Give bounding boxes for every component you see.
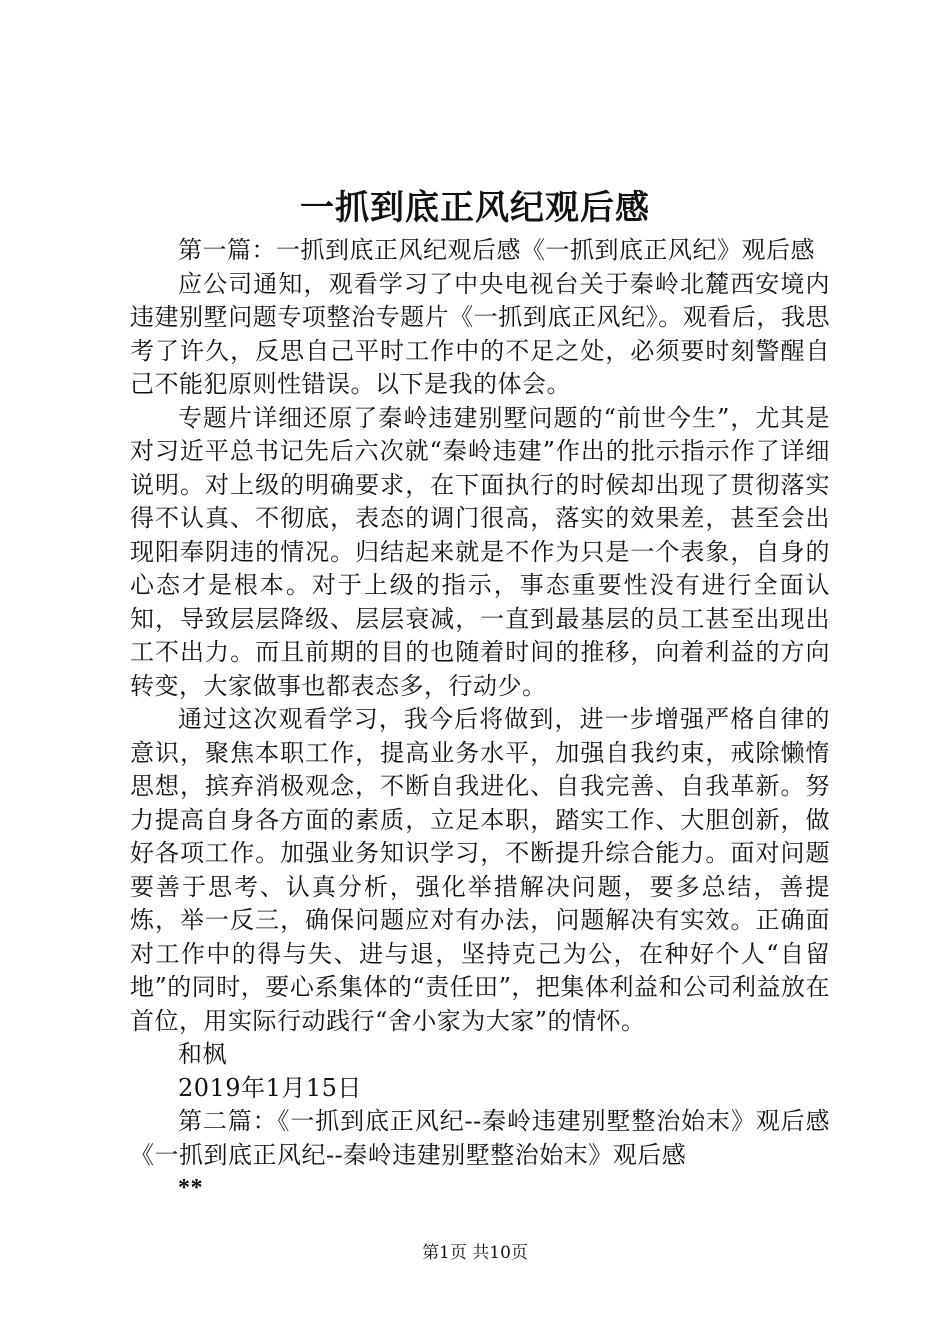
paragraph-analysis: 专题片详细还原了秦岭违建别墅问题的“前世今生”，尤其是对习近平总书记先后六次就“秦岭违建”作出的批示指示作了详细说明。对上级的明确要求，在下面执行的时候却出现了贯彻落实得不认真、不彻底，表态的调门很高，落实的效果差，甚至会出现阳奉阴违的情况。归结起来就是不作为只是一个表象，自身的心态才是根本。对于上级的指示，事态重要性没有进行全面认知，导致层层降级、层层衰减，一直到最基层的员工甚至出现出工不出力。而且前期的目的也随着时间的推移，向着利益的方向转变，大家做事也都表态多，行动少。 <box>130 403 830 700</box>
document-title: 一抓到底正风纪观后感 <box>300 188 650 228</box>
part-two-heading: 第二篇：《一抓到底正风纪--秦岭违建别墅整治始末》观后感《一抓到底正风纪--秦岭违建别墅整治始末》观后感 <box>130 1107 830 1169</box>
author-name: 和枫 <box>178 1040 227 1068</box>
document-body <box>130 234 830 1206</box>
page-number-footer: 第1页 共10页 <box>422 1243 528 1263</box>
document-date: 2019年1月15日 <box>178 1073 362 1102</box>
asterisk-marker: ** <box>178 1175 203 1201</box>
paragraph-intro: 应公司通知，观看学习了中央电视台关于秦岭北麓西安境内违建别墅问题专项整治专题片《一抓到底正风纪》。观看后，我思考了许久，反思自己平时工作中的不足之处，必须要时刻警醒自己不能犯原则性错误。以下是我的体会。 <box>130 269 830 398</box>
part-one-heading: 第一篇：一抓到底正风纪观后感《一抓到底正风纪》观后感 <box>178 236 815 264</box>
paragraph-commitment: 通过这次观看学习，我今后将做到，进一步增强严格自律的意识，聚焦本职工作，提高业务水平，加强自我约束，戒除懒惰思想，摈弃消极观念，不断自我进化、自我完善、自我革新。努力提高自身各方面的素质，立足本职，踏实工作、大胆创新，做好各项工作。加强业务知识学习，不断提升综合能力。面对问题要善于思考、认真分析，强化举措解决问题，要多总结，善提炼，举一反三，确保问题应对有办法，问题解决有实效。正确面对工作中的得与失、进与退，坚持克己为公，在种好个人“自留地”的同时，要心系集体的“责任田”，把集体利益和公司利益放在首位，用实际行动践行“舍小家为大家”的情怀。 <box>130 705 830 1035</box>
